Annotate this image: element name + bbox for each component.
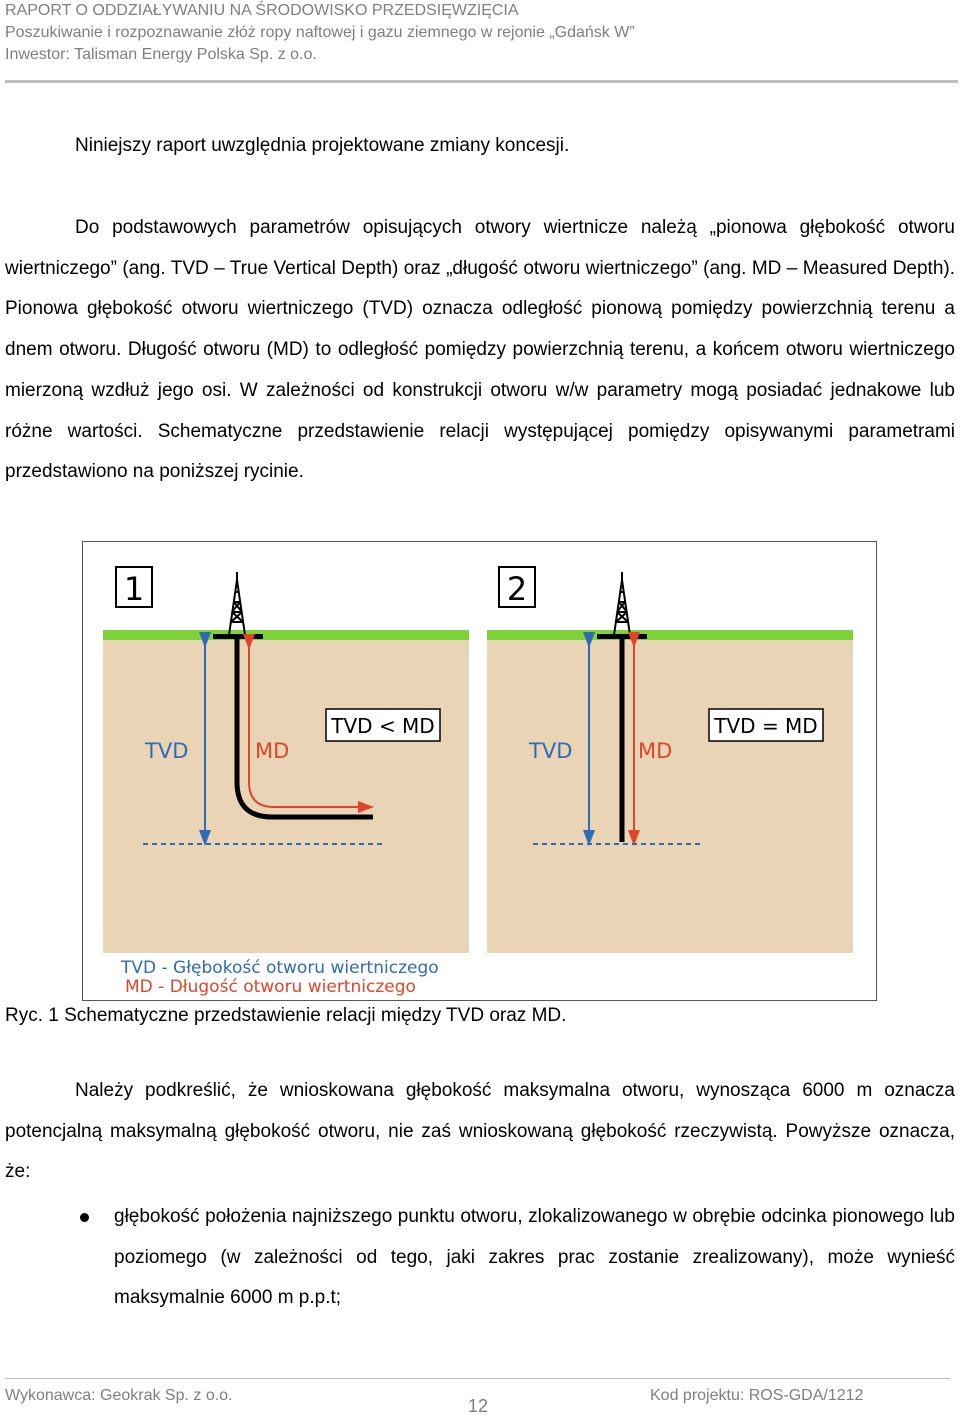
header-report-title: RAPORT O ODDZIAŁYWANIU NA ŚRODOWISKO PRZEDSIĘWZIĘCIA [5, 2, 519, 19]
panel-1 [103, 557, 469, 953]
figure-svg [83, 542, 876, 1000]
figure-caption: Ryc. 1 Schematyczne przedstawienie relacji między TVD oraz MD. [5, 1005, 567, 1026]
panel-2 [487, 557, 853, 953]
md-label-2: MD [638, 739, 673, 763]
footer-divider [5, 1378, 950, 1379]
legend-tvd: TVD - Głębokość otworu wiertniczego [121, 958, 439, 978]
legend-md: MD - Długość otworu wiertniczego [125, 977, 416, 997]
footer-contractor: Wykonawca: Geokrak Sp. z o.o. [5, 1387, 233, 1404]
panel-number-1: 1 [123, 570, 145, 608]
figure-tvd-md [82, 541, 877, 1001]
bullet-item-1: głębokość położenia najniższego punktu otworu, zlokalizowanego w obrębie odcinka pionowego lub poziomego (w zależności od tego, jaki zakres prac zostanie zrealizowany), może wynieść maksymalnie 6000 m p.p.t; [114, 1206, 955, 1309]
footer-project-code: Kod projektu: ROS-GDA/1212 [650, 1387, 864, 1404]
paragraph-3: Należy podkreślić, że wnioskowana głębokość maksymalna otworu, wynosząca 6000 m oznacza potencjalną maksymalną głębokość otworu, nie zaś wnioskowaną głębokość rzeczywistą. Powyższe oznacza, że: [5, 1080, 955, 1183]
md-label-1: MD [255, 739, 290, 763]
paragraph-1: Niniejszy raport uwzględnia projektowane zmiany koncesji. [75, 135, 570, 156]
header-project-name: Poszukiwanie i rozpoznawanie złóż ropy naftowej i gazu ziemnego w rejonie „Gdańsk W” [5, 24, 635, 41]
relation-label-1: TVD < MD [331, 714, 435, 738]
page-number: 12 [468, 1396, 489, 1416]
page-header [5, 0, 635, 66]
panel-number-2: 2 [506, 570, 528, 608]
paragraph-2: Do podstawowych parametrów opisujących otwory wiertnicze należą „pionowa głębokość otworu wiertniczego” (ang. TVD – True Vertical Depth) oraz „długość otworu wiertniczego” (ang. MD – Measured Depth). Pionowa głębokość otworu wiertniczego (TVD) oznacza odległość pionową pomiędzy powierzchnią terenu a dnem otworu. Długość otworu (MD) to odległość pomiędzy powierzchnią terenu, a końcem otworu wiertniczego mierzoną wzdłuż jego osi. W zależności od konstrukcji otworu w/w parametry mogą posiadać jednakowe lub różne wartości. Schematyczne przedstawienie relacji występującej pomiędzy opisywanymi parametrami przedstawiono na poniższej rycinie. [5, 217, 955, 483]
header-investor: Inwestor: Talisman Energy Polska Sp. z o.o. [5, 46, 317, 63]
tvd-label-2: TVD [529, 739, 573, 763]
bullet-icon [80, 1213, 89, 1222]
header-divider [5, 80, 958, 83]
tvd-label-1: TVD [145, 739, 189, 763]
relation-label-2: TVD = MD [714, 714, 818, 738]
